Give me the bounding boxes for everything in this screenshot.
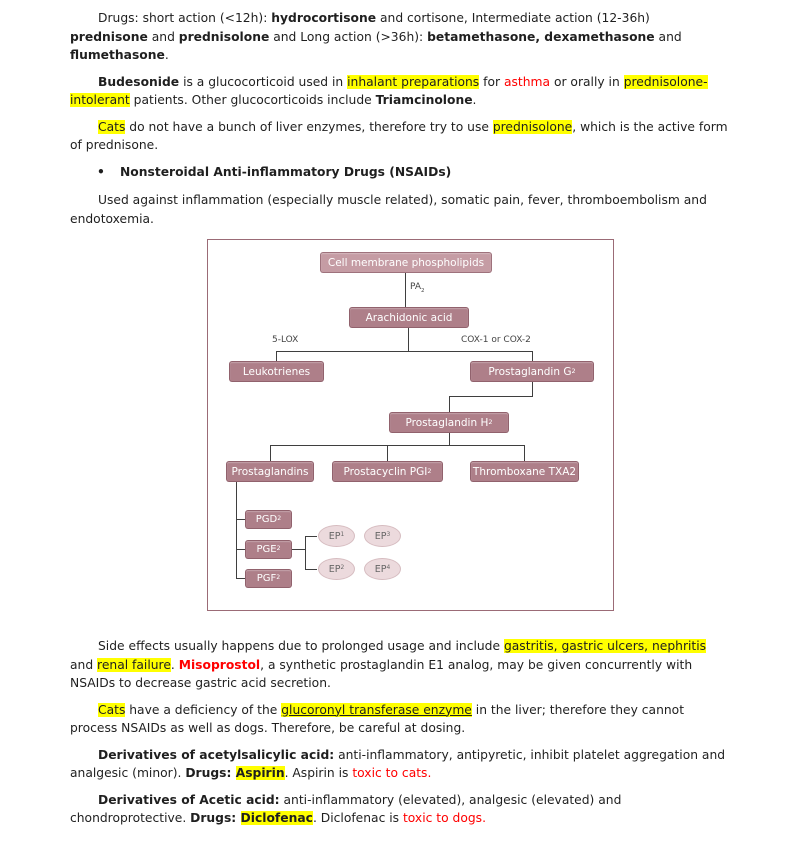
text-run: Drugs: [185, 766, 236, 780]
connector-line [405, 273, 406, 307]
text-run: Aspirin [235, 766, 285, 780]
node-pgd2: PGD 2 [245, 510, 292, 529]
node-cell-membrane-phospholipids: Cell membrane phospholipids [320, 252, 492, 273]
connector-line [236, 549, 245, 550]
connector-line [270, 445, 525, 446]
text-run: anti-inflammatory, antipyretic, inhibit platelet aggregation and analgesic (minor). [70, 747, 726, 780]
text-run: renal failure [97, 657, 171, 672]
text-run: Derivatives of acetylsalicylic acid: [98, 747, 335, 762]
subscript: 4 [386, 565, 391, 572]
text-run: . [164, 48, 169, 62]
text-run: Drugs: short action (<12h): [98, 11, 272, 25]
subscript: 2 [571, 367, 576, 376]
subscript: 1 [340, 532, 345, 539]
text-run: and [147, 29, 179, 44]
paragraph [70, 9, 730, 65]
connector-line [292, 549, 305, 550]
text-run: hydrocortisone [271, 11, 377, 25]
text-run: toxic to cats. [352, 766, 432, 780]
text-run: , which is the active form of prednisone. [70, 119, 728, 152]
paragraph [70, 118, 730, 155]
text-run: flumethasone [70, 48, 165, 62]
connector-line [524, 445, 525, 461]
text-run: . [472, 93, 477, 107]
text-run: Drugs: [190, 811, 241, 825]
text-run: Derivatives of Acetic acid: [98, 792, 280, 807]
text-run: . Aspirin is [284, 766, 353, 780]
arachidonic-acid-pathway-diagram [207, 239, 614, 611]
text-run: Cats [98, 702, 126, 717]
node-prostaglandin-h2: Prostaglandin H 2 [389, 412, 509, 433]
text-run: prednisone [70, 29, 148, 44]
text-run: in the liver; therefore they cannot process NSAIDs as well as dogs. Therefore, be careful at dosing. [70, 702, 685, 735]
bullet-icon: • [97, 164, 105, 179]
text-run: prednisolone [492, 119, 573, 134]
text-run: do not have a bunch of liver enzymes, therefore try to use [125, 119, 493, 134]
text-run: prednisolone [178, 29, 270, 44]
subscript: 2 [421, 287, 425, 294]
connector-line [305, 536, 317, 537]
text-run: . Diclofenac is [312, 811, 403, 825]
subscript: 3 [386, 532, 391, 539]
node-ep1-receptor: EP 1 [318, 525, 355, 547]
text-run: , a synthetic prostaglandin E1 analog, may be given concurrently with NSAIDs to decrease gastric acid secretion. [70, 657, 693, 690]
paragraph [70, 73, 730, 110]
connector-line [532, 382, 533, 396]
text-run: have a deficiency of the [125, 702, 282, 717]
text-run: toxic to dogs. [402, 811, 487, 825]
text-run: prednisolone-intolerant [70, 74, 708, 107]
subscript: 2 [276, 574, 281, 582]
document-body-bottom [70, 637, 730, 828]
node-prostaglandins: Prostaglandins [226, 461, 314, 482]
paragraph [70, 637, 730, 693]
text-run: Side effects usually happens due to prolonged usage and include [98, 639, 504, 653]
text-run: and [70, 657, 98, 672]
subscript: 2 [276, 545, 281, 553]
edge-label-pla2: $PA_2$ [410, 282, 425, 294]
text-run: . [170, 657, 179, 672]
connector-line [449, 396, 533, 397]
node-prostaglandin-g2: Prostaglandin G 2 [470, 361, 594, 382]
subscript: 2 [340, 565, 345, 572]
connector-line [270, 445, 271, 461]
connector-line [236, 482, 237, 579]
edge-label-cox: COX-1 or COX-2 [461, 335, 531, 345]
text-run: is a glucocorticoid used in [179, 74, 348, 89]
paragraph [70, 191, 730, 228]
node-leukotrienes: Leukotrienes [229, 361, 324, 382]
paragraph [70, 791, 730, 828]
text-run: or orally in [550, 74, 624, 89]
node-pge2: PGE 2 [245, 540, 292, 559]
node-thromboxane-txa2: Thromboxane TXA2 [470, 461, 579, 482]
paragraph [70, 701, 730, 738]
text-run: gastritis, gastric ulcers, nephritis [503, 639, 707, 653]
text-run: anti-inflammatory (elevated), analgesic (elevated) and chondroprotective. [70, 792, 622, 825]
connector-line [236, 519, 245, 520]
node-ep2-receptor: EP 2 [318, 558, 355, 580]
bullet-item [70, 163, 730, 182]
text-run: and [654, 29, 682, 44]
text-run: Cats [98, 119, 126, 134]
text-run: asthma [503, 74, 551, 89]
connector-line [449, 433, 450, 445]
node-ep4-receptor: EP 4 [364, 558, 401, 580]
text-run: Misoprostol [178, 657, 261, 672]
text-run: Nonsteroidal Anti-inflammatory Drugs (NSAIDs) [120, 164, 452, 179]
text-run: Triamcinolone [375, 93, 473, 107]
connector-line [276, 351, 277, 361]
text-run: inhalant preparations [347, 74, 480, 89]
text-run: Used against inflammation (especially muscle related), somatic pain, fever, thromboembolism and endotoxemia. [70, 193, 707, 226]
text-run: Diclofenac [240, 811, 313, 825]
text-run: betamethasone, dexamethasone [427, 29, 655, 44]
connector-line [449, 396, 450, 412]
connector-line [305, 536, 306, 569]
edge-label-5-lox: 5-LOX [272, 335, 299, 345]
text-run: Budesonide [98, 74, 180, 89]
connector-line [408, 328, 409, 351]
paragraph [70, 746, 730, 783]
text-run: and cortisone, Intermediate action (12-36h) [376, 11, 650, 25]
subscript: 2 [277, 515, 282, 523]
node-prostacyclin-pgi2: Prostacyclin PGI 2 [332, 461, 443, 482]
connector-line [532, 351, 533, 361]
node-pgf2: PGF 2 [245, 569, 292, 588]
node-ep3-receptor: EP 3 [364, 525, 401, 547]
text-run: for [479, 74, 504, 89]
subscript: 2 [488, 418, 493, 427]
node-arachidonic-acid: Arachidonic acid [349, 307, 469, 328]
connector-line [236, 578, 245, 579]
text-run: and Long action (>36h): [269, 29, 428, 44]
text-run: patients. Other glucocorticoids include [129, 93, 376, 107]
document-body-top [70, 9, 730, 228]
connector-line [276, 351, 533, 352]
connector-line [305, 569, 317, 570]
subscript: 2 [427, 467, 432, 476]
connector-line [387, 445, 388, 461]
text-run: glucoronyl transferase enzyme [281, 702, 472, 717]
